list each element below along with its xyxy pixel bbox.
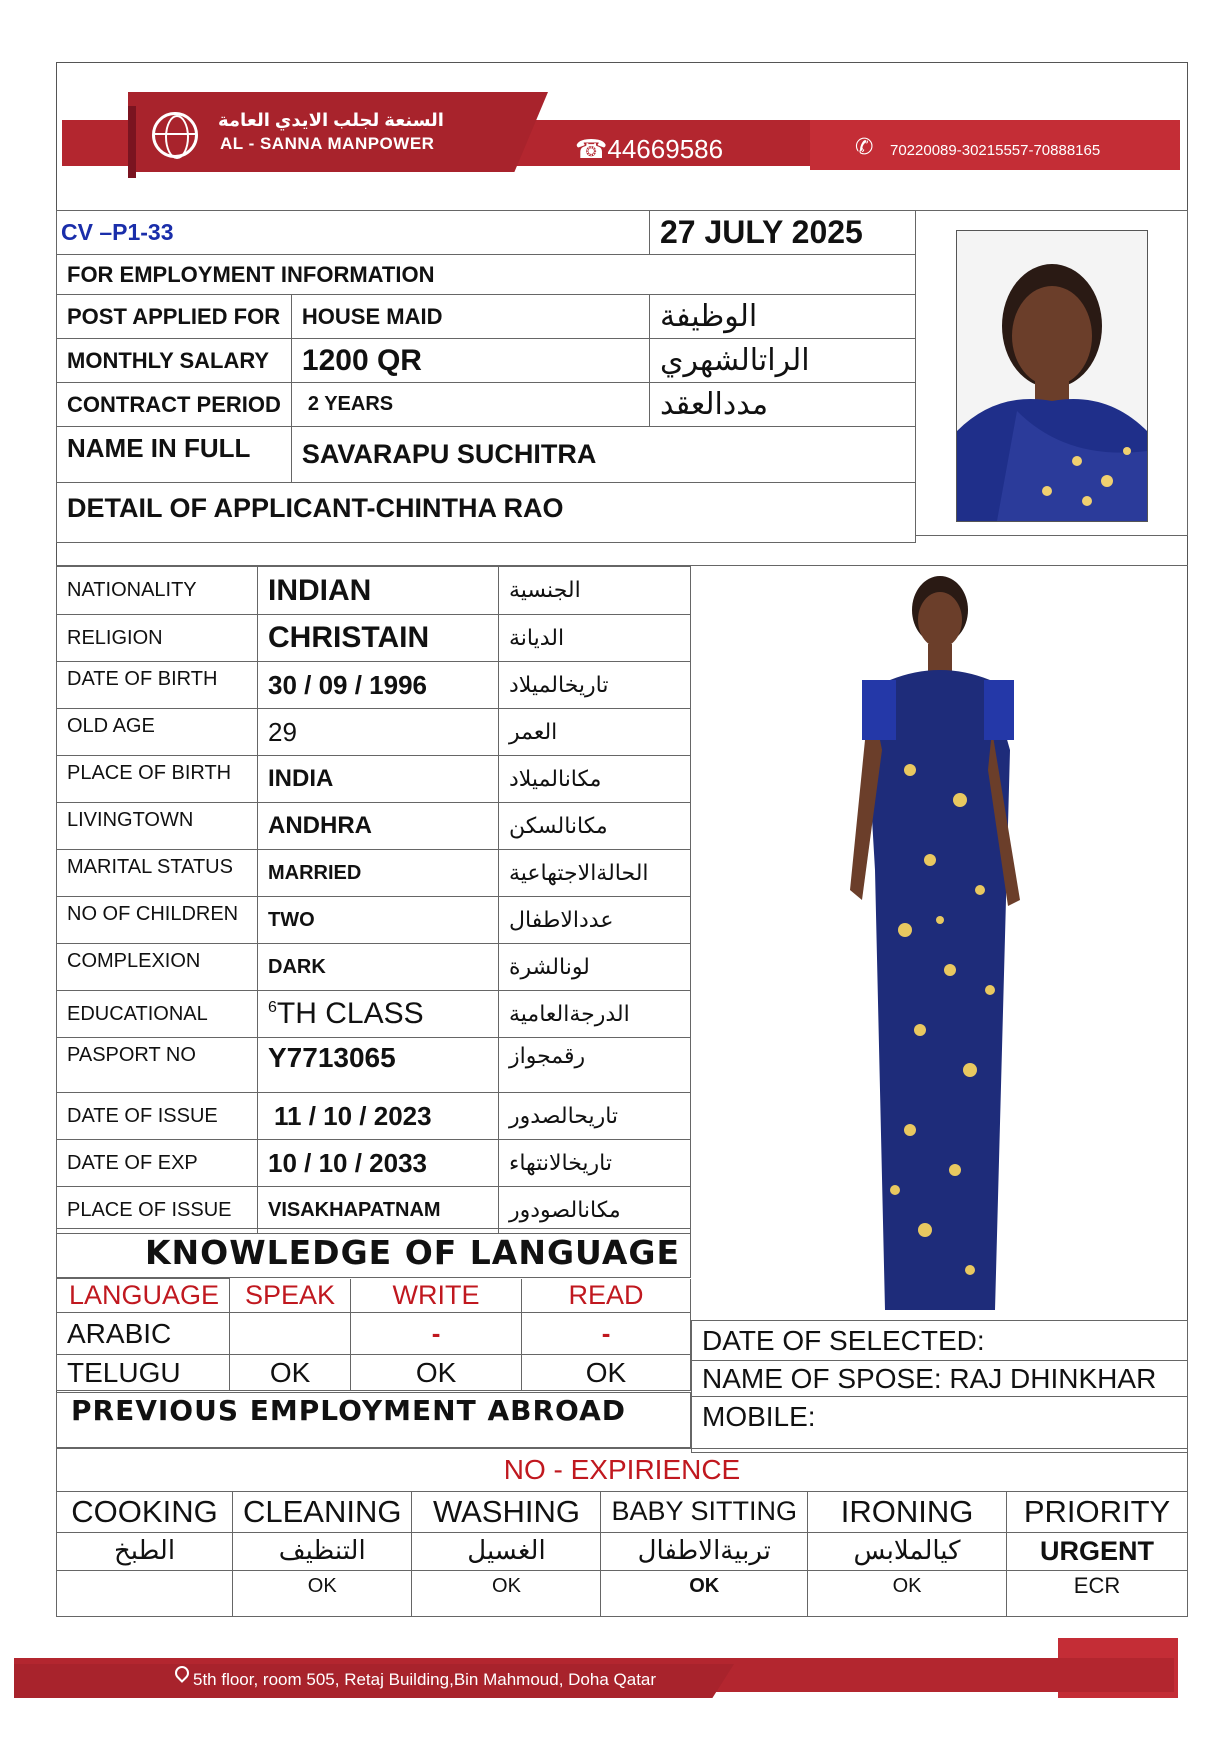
lang-read: - [522, 1313, 691, 1355]
salary-label: MONTHLY SALARY [57, 339, 292, 383]
section-title: FOR EMPLOYMENT INFORMATION [57, 255, 916, 295]
skill-header: PRIORITY [1007, 1492, 1188, 1532]
skill-header: COOKING [57, 1492, 233, 1532]
telephone-icon: ☎ [575, 134, 608, 164]
detail-value: DARK [258, 944, 499, 991]
detail-value: CHRISTAIN [258, 615, 499, 662]
salary-value: 1200 QR [291, 339, 649, 383]
contract-value: 2 YEARS [291, 383, 649, 427]
detail-value: MARRIED [258, 850, 499, 897]
detail-label: NATIONALITY [57, 567, 258, 615]
separator-row [56, 536, 1188, 566]
spouse-name: NAME OF SPOSE: RAJ DHINKHAR [692, 1361, 1188, 1397]
priority-code: ECR [1007, 1570, 1188, 1616]
detail-value: Y7713065 [258, 1038, 499, 1093]
post-value: HOUSE MAID [291, 295, 649, 339]
date-selected: DATE OF SELECTED: [692, 1321, 1188, 1361]
footer-address: 5th floor, room 505, Retaj Building,Bin Mahmoud, Doha Qatar [193, 1670, 657, 1689]
applicant-details-table [56, 566, 691, 1234]
detail-arabic: مكانالسكن [499, 803, 691, 850]
detail-value: ANDHRA [258, 803, 499, 850]
priority-value: URGENT [1007, 1532, 1188, 1570]
detail-label: COMPLEXION [57, 944, 258, 991]
cv-code: CV –P1-33 [57, 211, 650, 255]
detail-value: 29 [258, 709, 499, 756]
detail-value: $^6$TH CLASS [258, 991, 499, 1038]
detail-arabic: مكانالميلاد [499, 756, 691, 803]
lang-read: OK [522, 1355, 691, 1391]
detail-label: RELIGION [57, 615, 258, 662]
detail-label: EDUCATIONAL [57, 991, 258, 1038]
cv-date: 27 JULY 2025 [650, 211, 916, 255]
lang-speak [230, 1313, 351, 1355]
detail-arabic: الدرجةالعامية [499, 991, 691, 1038]
post-label: POST APPLIED FOR [57, 295, 292, 339]
detail-label: NO OF CHILDREN [57, 897, 258, 944]
name-value: SAVARAPU SUCHITRA [291, 427, 915, 483]
skill-header: IRONING [808, 1492, 1007, 1532]
skill-arabic: الطبخ [57, 1532, 233, 1570]
detail-arabic: عددالاطفال [499, 897, 691, 944]
mobile-label: MOBILE: [692, 1397, 1188, 1453]
skill-value [57, 1570, 233, 1616]
passport-photo [956, 230, 1148, 522]
selection-info-table [691, 1320, 1188, 1453]
lang-name: ARABIC [57, 1313, 230, 1355]
skill-value: OK [412, 1570, 601, 1616]
detail-arabic: تاريخالانتهاء [499, 1140, 691, 1187]
lang-header: WRITE [351, 1279, 522, 1313]
name-label: NAME IN FULL [57, 427, 292, 483]
detail-label: DATE OF BIRTH [57, 662, 258, 709]
skill-header: BABY SITTING [601, 1492, 808, 1532]
mobile-icon: ✆ [855, 134, 874, 159]
contract-arabic: مددالعقد [650, 383, 916, 427]
detail-value: TWO [258, 897, 499, 944]
lang-speak: OK [230, 1355, 351, 1391]
detail-label: MARITAL STATUS [57, 850, 258, 897]
full-body-photo [820, 570, 1060, 1310]
salary-arabic: الراتالشهري [650, 339, 916, 383]
detail-title: DETAIL OF APPLICANT-CHINTHA RAO [57, 483, 916, 543]
detail-arabic: الحالةالاجتهاعية [499, 850, 691, 897]
detail-arabic: العمر [499, 709, 691, 756]
detail-label: PASPORT NO [57, 1038, 258, 1093]
detail-arabic: مكانالصودور [499, 1187, 691, 1234]
company-name-arabic: السنعة لجلب الايدي العامة [218, 110, 444, 130]
lang-header: LANGUAGE [57, 1279, 230, 1313]
skill-value: OK [601, 1570, 808, 1616]
skill-arabic: كيالملابس [808, 1532, 1007, 1570]
skill-value: OK [808, 1570, 1007, 1616]
employment-info-table [56, 210, 916, 543]
lang-header: READ [522, 1279, 691, 1313]
detail-arabic: لونالشرة [499, 944, 691, 991]
lang-write: - [351, 1313, 522, 1355]
detail-label: DATE OF ISSUE [57, 1093, 258, 1140]
detail-arabic: رقمجواز [499, 1038, 691, 1093]
detail-value: 30 / 09 / 1996 [258, 662, 499, 709]
detail-arabic: تاريحالصدور [499, 1093, 691, 1140]
skills-table [56, 1492, 1188, 1617]
detail-value: VISAKHAPATNAM [258, 1187, 499, 1234]
skill-arabic: تربيةالاطفال [601, 1532, 808, 1570]
detail-label: OLD AGE [57, 709, 258, 756]
lang-header: SPEAK [230, 1279, 351, 1313]
language-table [56, 1278, 691, 1391]
detail-value: INDIA [258, 756, 499, 803]
lang-write: OK [351, 1355, 522, 1391]
post-arabic: الوظيفة [650, 295, 916, 339]
skill-arabic: التنظيف [233, 1532, 412, 1570]
contract-label: CONTRACT PERIOD [57, 383, 292, 427]
detail-arabic: الجنسية [499, 567, 691, 615]
detail-label: PLACE OF ISSUE [57, 1187, 258, 1234]
detail-arabic: تاريخالميلاد [499, 662, 691, 709]
phone-number: ☎44669586 [575, 134, 724, 164]
skill-header: WASHING [412, 1492, 601, 1532]
detail-value: 11 / 10 / 2023 [258, 1093, 499, 1140]
company-name-english: AL - SANNA MANPOWER [220, 134, 435, 153]
detail-label: LIVINGTOWN [57, 803, 258, 850]
detail-arabic: الديانة [499, 615, 691, 662]
detail-label: PLACE OF BIRTH [57, 756, 258, 803]
lang-name: TELUGU [57, 1355, 230, 1391]
skill-arabic: الغسيل [412, 1532, 601, 1570]
skill-value: OK [233, 1570, 412, 1616]
previous-employment-title: PREVIOUS EMPLOYMENT ABROAD [56, 1392, 691, 1448]
language-title: KNOWLEDGE OF LANGUAGE [56, 1228, 691, 1278]
detail-value: 10 / 10 / 2033 [258, 1140, 499, 1187]
detail-value: INDIAN [258, 567, 499, 615]
detail-label: DATE OF EXP [57, 1140, 258, 1187]
skill-header: CLEANING [233, 1492, 412, 1532]
mobile-numbers: 70220089-30215557-70888165 [890, 142, 1101, 159]
experience-value: NO - EXPIRIENCE [56, 1448, 1188, 1492]
